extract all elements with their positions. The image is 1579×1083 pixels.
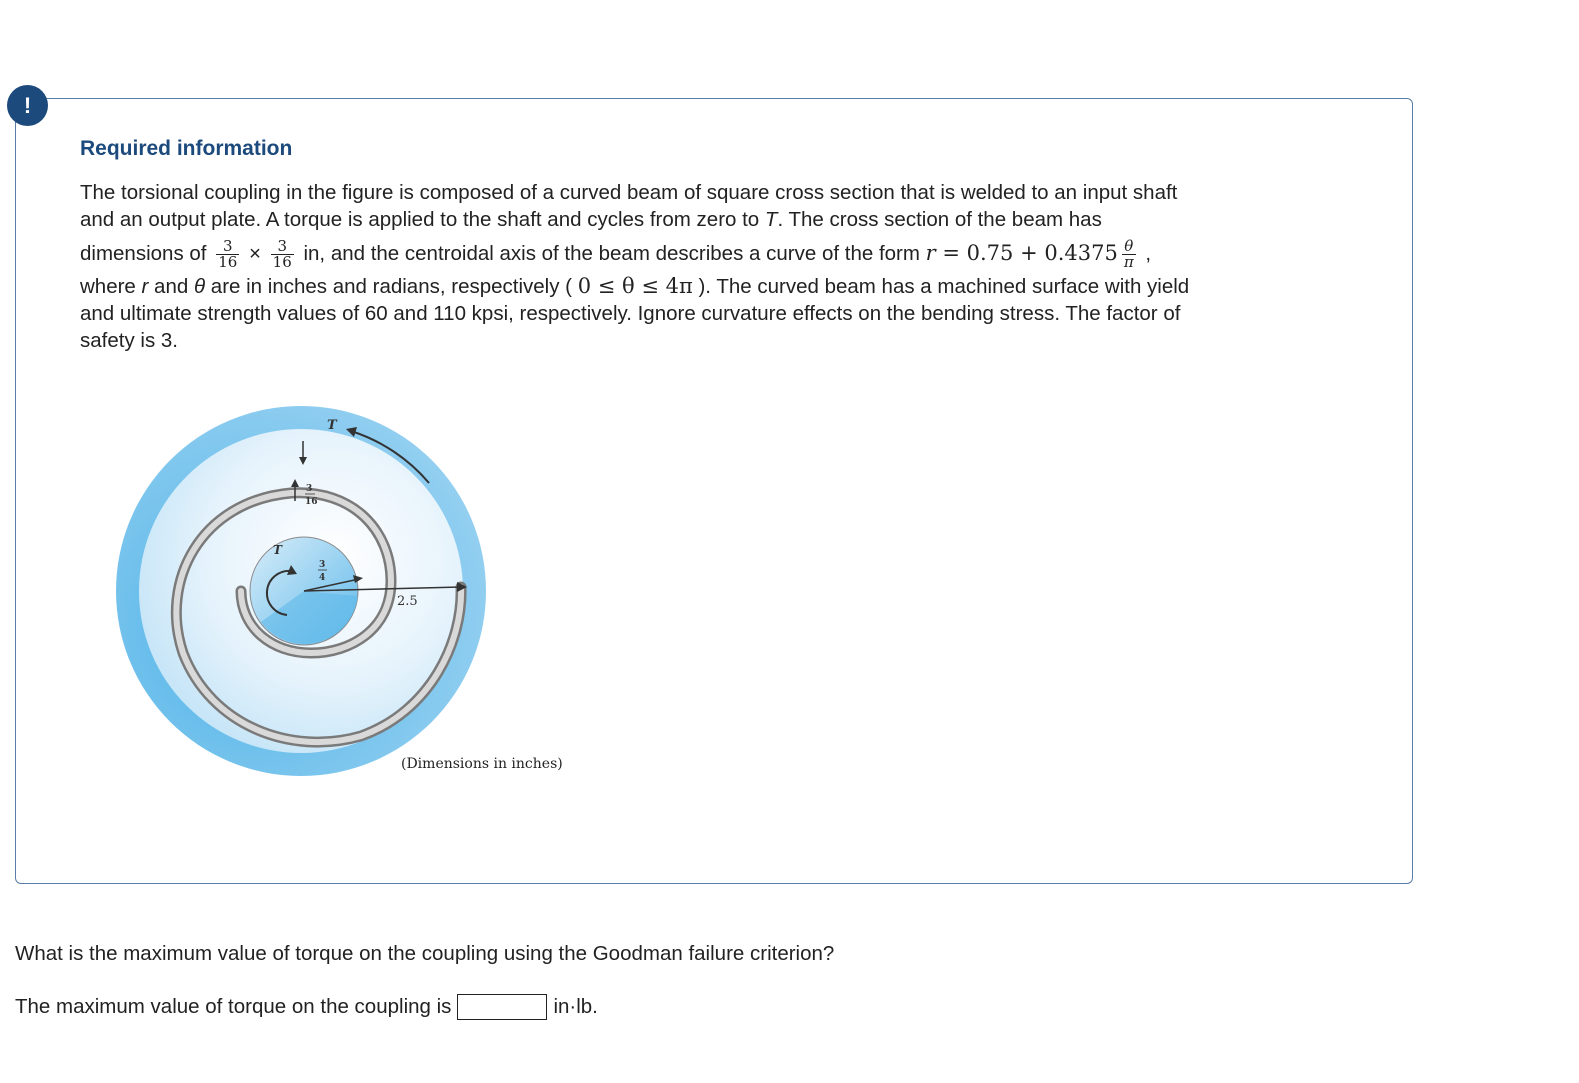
coupling-figure [101, 391, 571, 781]
problem-line-5: and ultimate strength values of 60 and 110 kpsi, respectively. Ignore curvature effects on the bending stress. The factor of [80, 302, 1181, 325]
figure-caption: (Dimensions in inches) [401, 756, 563, 772]
problem-line-4: where r and θ are in inches and radians, respectively ( 0 ≤ θ ≤ 4π ). The curved beam has a machined surface with yield [80, 274, 1190, 298]
answer-row [15, 994, 598, 1020]
fraction-height: $\frac{3}{16}$ [272, 237, 292, 272]
answer-unit: in·lb. [553, 995, 598, 1018]
problem-statement [80, 179, 1360, 354]
label-radius-den: 4 [319, 573, 326, 583]
label-thickness-den: 16 [305, 497, 318, 507]
problem-line-1: The torsional coupling in the figure is composed of a curved beam of square cross section that is welded to an input shaft [80, 181, 1178, 204]
label-outer-radius: 2.5 [397, 594, 418, 609]
label-t-inner: T [273, 543, 282, 557]
label-radius-num: 3 [319, 560, 326, 570]
fraction-width: $\frac{3}{16}$ [218, 237, 238, 272]
info-heading: Required information [80, 137, 293, 160]
exclamation-icon: ! [7, 85, 48, 126]
problem-line-3: dimensions of $\frac{3}{16}$ × $\frac{3}{16}$ in, and the centroidal axis of the beam describes a curve of the form r = 0.75 + 0.4375 $\frac{\theta}{\pi}$ , [80, 237, 1152, 272]
curve-equation: r = 0.75 + 0.4375 [925, 241, 1118, 265]
problem-line-2: and an output plate. A torque is applied to the shaft and cycles from zero to T. The cross section of the beam has [80, 208, 1102, 231]
required-information-box [15, 98, 1413, 884]
label-thickness-num: 3 [306, 484, 313, 494]
fraction-theta-pi: $\frac{\theta}{\pi}$ [1123, 237, 1134, 272]
label-t-outer: T [327, 418, 337, 433]
problem-line-6: safety is 3. [80, 329, 178, 352]
answer-prefix: The maximum value of torque on the coupling is [15, 995, 452, 1018]
question-text: What is the maximum value of torque on the coupling using the Goodman failure criterion? [15, 942, 835, 965]
torque-answer-input[interactable] [457, 994, 547, 1020]
